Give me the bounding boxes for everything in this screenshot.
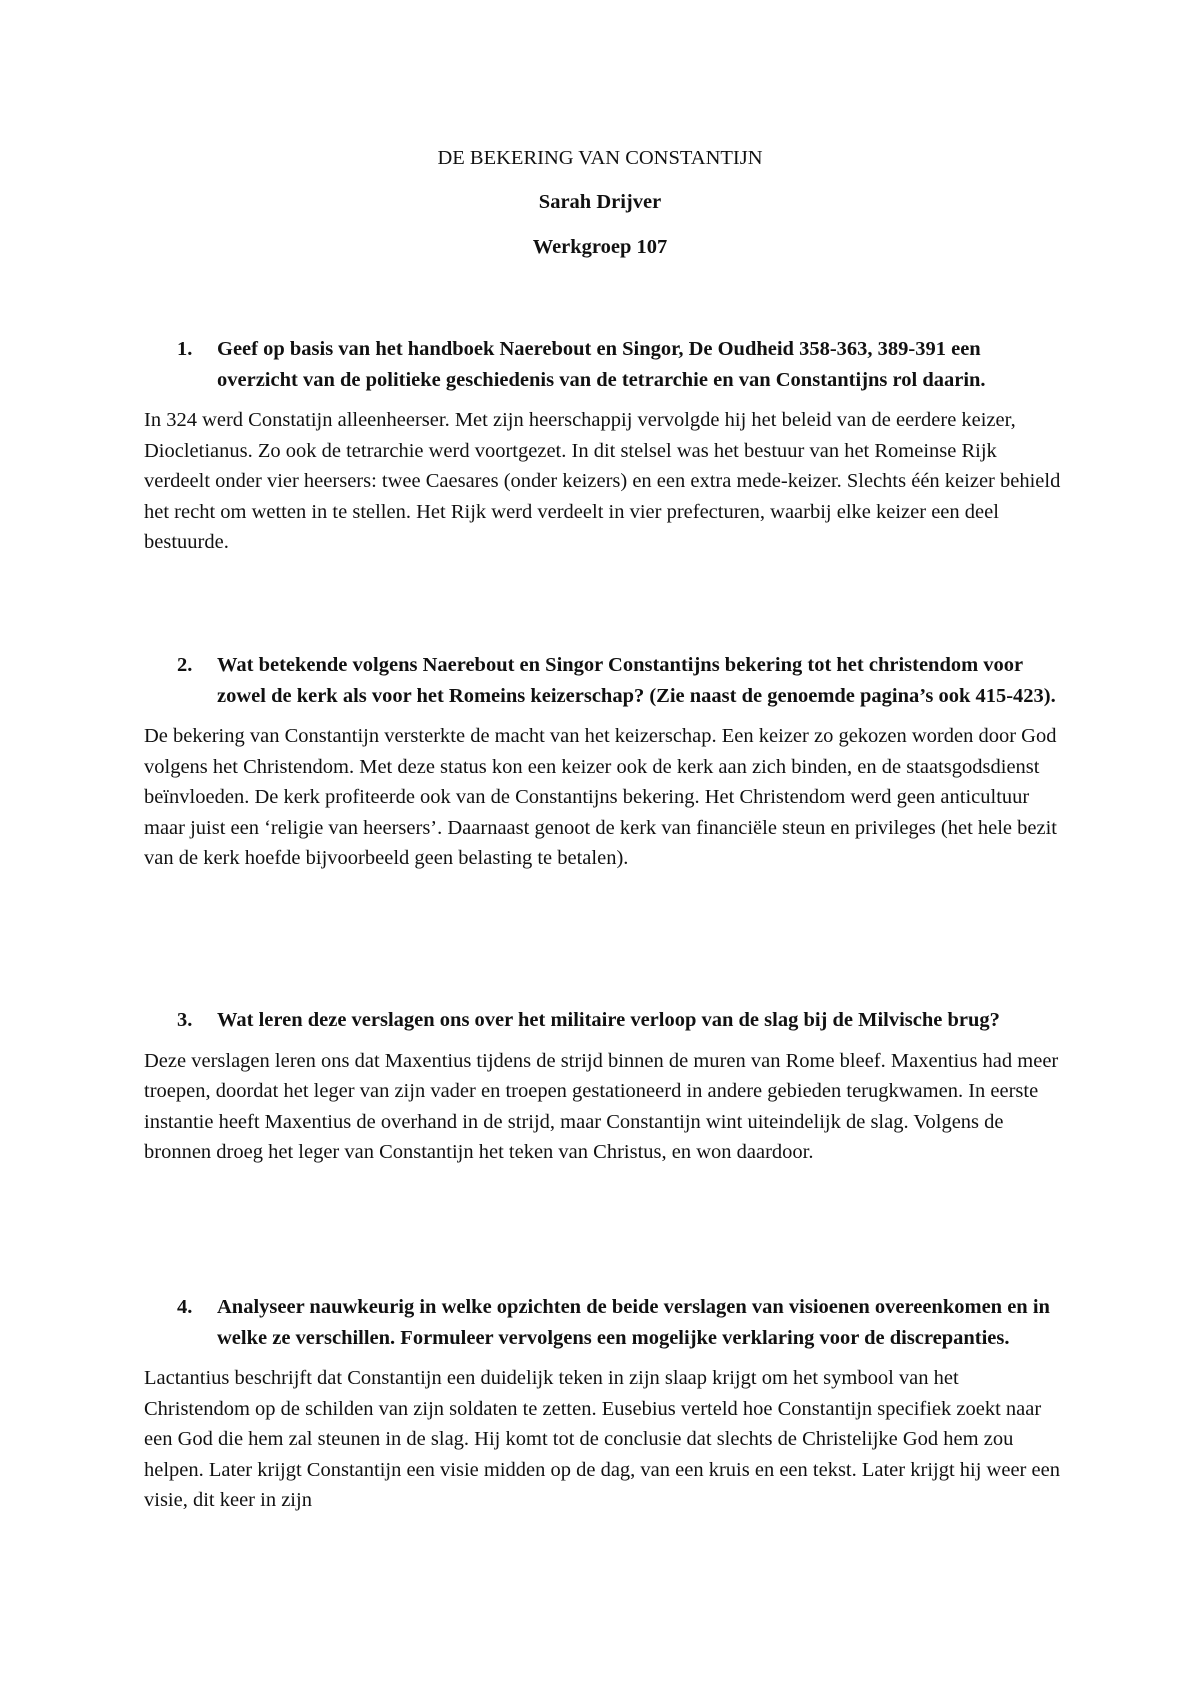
section-3 (144, 1005, 1064, 1168)
document-title: DE BEKERING VAN CONSTANTIJN (437, 147, 763, 169)
answer-2 (144, 721, 1064, 874)
answer-text: Deze verslagen leren ons dat Maxentius tijdens de strijd binnen de muren van Rome bleef. Maxentius had meer troepen, doordat het leger van zijn vader en troepen gestationeerd in andere gebieden terugkwamen. In eerste instantie heeft Maxentius de overhand in de strijd, maar Constantijn wint uiteindelijk de slag. Volgens de bronnen droeg het leger van Constantijn het teken van Christus, en won daardoor. (144, 1049, 1059, 1163)
document-group: Werkgroep 107 (532, 236, 668, 258)
question-number: 1. (177, 338, 193, 360)
answer-text: Lactantius beschrijft dat Constantijn een duidelijk teken in zijn slaap krijgt om het symbool van het Christendom op de schilden van zijn soldaten te zetten. Eusebius verteld hoe Constantijn specifiek zoekt naar een God die hem zal steunen in de slag. Hij komt tot de conclusie dat slechts de Christelijke God hem zou helpen. Later krijgt Constantijn een visie midden op de dag, van een kruis en een tekst. Later krijgt hij weer een visie, dit keer in zijn (144, 1367, 1060, 1511)
question-text: Wat betekende volgens Naerebout en Singor Constantijns bekering tot het christendom voor zowel de kerk als voor het Romeins keizerschap? (Zie naast de genoemde pagina’s ook 415-423). (217, 654, 1056, 707)
answer-4 (144, 1363, 1064, 1516)
question-3 (144, 1005, 1064, 1036)
document-header (0, 145, 1200, 260)
answer-text: In 324 werd Constatijn alleenheerser. Met zijn heerschappij vervolgde hij het beleid van de eerdere keizer, Diocletianus. Zo ook de tetrarchie werd voortgezet. In dit stelsel was het bestuur van het Romeinse Rijk verdeelt onder vier heersers: twee Caesares (onder keizers) en een extra mede-keizer. Slechts één keizer behield het recht om wetten in te stellen. Het Rijk werd verdeelt in vier prefecturen, waarbij elke keizer een deel bestuurde. (144, 409, 1061, 553)
question-2 (144, 650, 1064, 711)
section-2 (144, 650, 1064, 874)
question-text: Wat leren deze verslagen ons over het militaire verloop van de slag bij de Milvische brug? (217, 1009, 1000, 1031)
question-1 (144, 334, 1064, 395)
question-number: 3. (177, 1009, 193, 1031)
answer-text: De bekering van Constantijn versterkte de macht van het keizerschap. Een keizer zo gekozen worden door God volgens het Christendom. Met deze status kon een keizer ook de kerk aan zich binden, en de staatsgodsdienst beïnvloeden. De kerk profiteerde ook van de Constantijns bekering. Het Christendom werd geen anticultuur maar juist een ‘religie van heersers’. Daarnaast genoot de kerk van financiële steun en privileges (het hele bezit van de kerk hoefde bijvoorbeeld geen belasting te betalen). (144, 725, 1057, 869)
question-4 (144, 1292, 1064, 1353)
question-number: 4. (177, 1296, 193, 1318)
question-text: Geef op basis van het handboek Naerebout en Singor, De Oudheid 358-363, 389-391 een overzicht van de politieke geschiedenis van de tetrarchie en van Constantijns rol daarin. (217, 338, 986, 391)
question-text: Analyseer nauwkeurig in welke opzichten de beide verslagen van visioenen overeenkomen en in welke ze verschillen. Formuleer vervolgens een mogelijke verklaring voor de discrepanties. (217, 1296, 1050, 1349)
section-1 (144, 334, 1064, 558)
section-4 (144, 1292, 1064, 1516)
answer-1 (144, 405, 1064, 558)
document-author: Sarah Drijver (538, 191, 662, 213)
question-number: 2. (177, 654, 193, 676)
answer-3 (144, 1046, 1064, 1168)
